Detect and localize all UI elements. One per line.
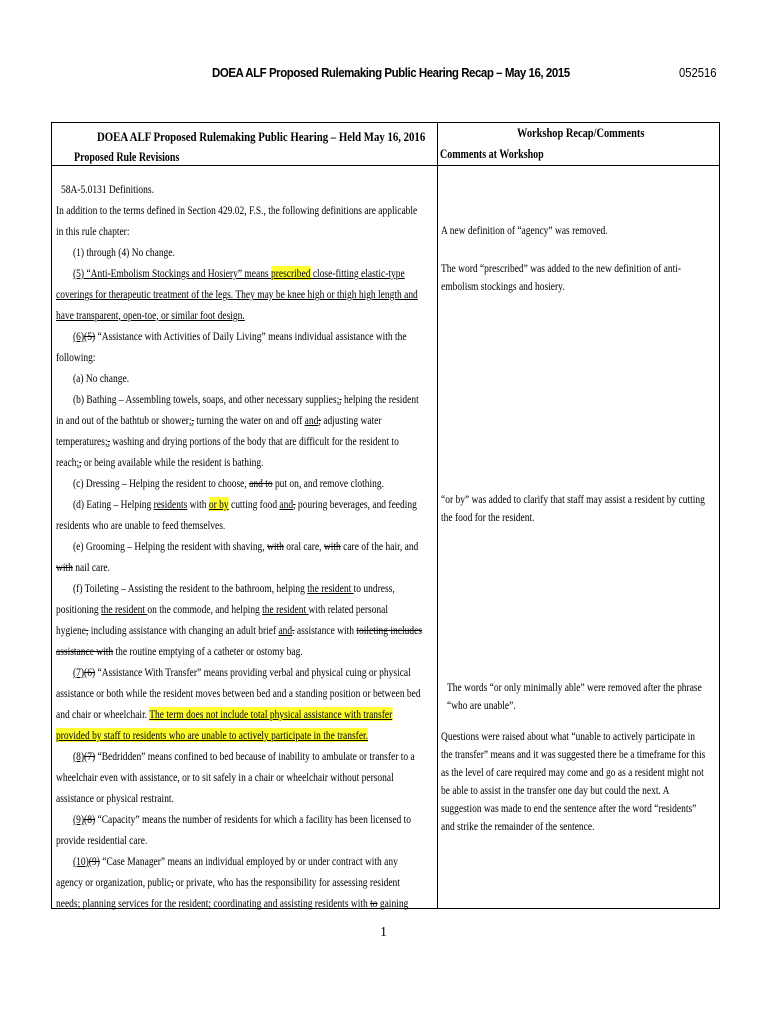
- rule-text-run: ,: [339, 392, 342, 406]
- rule-text-run: or by: [208, 497, 229, 511]
- page-number: 1: [380, 925, 387, 940]
- rule-line: [73, 749, 415, 763]
- rule-text-run: (a) No change.: [73, 371, 130, 385]
- rule-text-run: and: [278, 623, 293, 637]
- rule-text-run: oral care,: [283, 539, 324, 553]
- rule-text-run: “Bedridden” means confined to bed because of inability to ambulate or transfer to a: [95, 749, 415, 763]
- rule-line: [56, 707, 392, 721]
- rule-text-run: ,: [293, 497, 296, 511]
- rule-text-run: (d) Eating – Helping: [73, 497, 154, 511]
- rule-text-run: washing and drying portions of the body that are difficult for the resident to: [109, 434, 399, 448]
- rule-text-run: and remove clothing.: [301, 476, 384, 490]
- rule-text-run: In addition to the terms defined in Section 429.02, F.S., the following definitions are applicable: [56, 203, 418, 217]
- rule-text-run: ,: [171, 875, 174, 889]
- rule-text-run: coverings for therapeutic treatment of the legs. They may be knee high or thigh high length and: [56, 287, 418, 301]
- rule-line: [73, 665, 411, 679]
- rule-text-run: to: [370, 896, 378, 910]
- comment-line: A new definition of “agency” was removed.: [441, 223, 608, 237]
- rule-text-run: and chair or wheelchair.: [56, 707, 150, 721]
- comment-line: The words “or only minimally able” were removed after the phrase: [447, 680, 702, 694]
- rule-text-run: including assistance with changing an adult brief: [88, 623, 279, 637]
- rule-text-run: assistance or physical restraint.: [56, 791, 174, 805]
- rule-text-run: with: [56, 560, 73, 574]
- rule-text-run: close-fitting elastic-type: [310, 266, 405, 280]
- rule-text-run: with related personal: [308, 602, 389, 616]
- rule-line: [56, 770, 394, 784]
- rule-line: [56, 203, 417, 217]
- document-code: 052516: [679, 66, 717, 80]
- rule-line: [73, 497, 417, 511]
- rule-line: [56, 350, 96, 364]
- rule-text-run: (1) through (4) No change.: [73, 245, 175, 259]
- rule-text-run: provided by staff to residents who are unable to actively participate in the transfer.: [56, 728, 369, 742]
- rule-text-run: (9): [88, 854, 100, 868]
- rule-line: [73, 854, 398, 868]
- rule-line: [73, 371, 129, 385]
- rule-text-run: “Capacity” means the number of residents for which a facility has been licensed to: [95, 812, 412, 826]
- rule-text-run: “Assistance with Activities of Daily Living” means individual assistance with the: [95, 329, 407, 343]
- rule-text-run: and to: [249, 476, 273, 490]
- column-divider: [437, 123, 438, 908]
- rule-text-run: residents: [153, 497, 188, 511]
- rule-line: [56, 518, 225, 532]
- rule-line: [56, 644, 303, 658]
- rule-text-run: care of the hair, and: [340, 539, 419, 553]
- rule-text-run: nail care.: [72, 560, 110, 574]
- rule-text-run: hygiene: [56, 623, 87, 637]
- rule-text-run: toileting includes: [356, 623, 422, 637]
- comment-line: the food for the resident.: [441, 510, 535, 524]
- rule-text-run: (10): [73, 854, 89, 868]
- rule-text-run: positioning: [56, 602, 102, 616]
- rule-text-run: (e) Grooming – Helping the resident with shaving,: [73, 539, 268, 553]
- comment-line: and strike the remainder of the sentence.: [441, 819, 595, 833]
- rule-text-run: for the resident: [151, 896, 209, 910]
- rule-line: [73, 329, 407, 343]
- rule-text-run: assistance with: [56, 644, 114, 658]
- rule-text-run: helping the resident: [341, 392, 419, 406]
- rule-text-run: 58A-5.0131 Definitions.: [61, 182, 154, 196]
- comment-line: be able to assist in the transfer one day but could the next. A: [441, 783, 670, 797]
- rule-text-run: and: [279, 497, 294, 511]
- rule-text-run: or private, who has the responsibility for assessing resident: [173, 875, 400, 889]
- rule-text-run: ;: [104, 434, 108, 448]
- rule-text-run: with: [350, 896, 368, 910]
- rule-text-run: ,: [79, 455, 82, 469]
- comment-line: “who are unable”.: [447, 698, 516, 712]
- rule-line: [56, 602, 388, 616]
- rule-text-run: and: [304, 413, 319, 427]
- rule-text-run: (f) Toileting – Assisting the resident to the bathroom, helping: [73, 581, 308, 595]
- rule-text-run: the resident: [262, 602, 309, 616]
- right-column-heading: Workshop Recap/Comments: [517, 125, 645, 140]
- rule-text-run: (5): [84, 329, 96, 343]
- rule-text-run: (6): [84, 665, 96, 679]
- rule-text-run: with: [323, 539, 341, 553]
- comment-line: as the level of care required may come and go as a resident might not: [441, 765, 704, 779]
- comment-line: Questions were raised about what “unable to actively participate in: [441, 729, 696, 743]
- rule-text-run: put on: [272, 476, 299, 490]
- rule-text-run: pouring beverages, and feeding: [295, 497, 417, 511]
- rule-text-run: gaining: [379, 896, 409, 910]
- comment-line: “or by” was added to clarify that staff may assist a resident by cutting: [441, 492, 705, 506]
- rule-line: [56, 413, 382, 427]
- rule-text-run: ; coordinating and assisting residents: [208, 896, 351, 910]
- rule-text-run: (c) Dressing – Helping the resident to choose,: [73, 476, 250, 490]
- rule-text-run: assistance or both while the resident moves between bed and a standing position or between bed: [56, 686, 421, 700]
- comment-line: suggestion was made to end the sentence after the word “residents”: [441, 801, 697, 815]
- rule-text-run: in and out of the bathtub or shower: [56, 413, 189, 427]
- rule-text-run: “Case Manager” means an individual employed by or under contract with any: [99, 854, 398, 868]
- rule-line: [56, 434, 399, 448]
- rule-text-run: (9): [73, 812, 85, 826]
- rule-text-run: provide residential care.: [56, 833, 148, 847]
- rule-line: [73, 812, 411, 826]
- rule-text-run: ,: [298, 476, 302, 490]
- left-column-subheading: Proposed Rule Revisions: [74, 150, 180, 164]
- rule-line: [73, 392, 419, 406]
- rule-text-run: (8): [73, 749, 85, 763]
- document-title: DOEA ALF Proposed Rulemaking Public Hearing Recap – May 16, 2015: [212, 66, 570, 80]
- rule-text-run: the resident: [307, 581, 354, 595]
- rule-text-run: (7): [84, 749, 96, 763]
- rule-text-run: “Assistance With Transfer” means providing verbal and physical cuing or physical: [95, 665, 411, 679]
- rule-text-run: prescribed: [270, 266, 311, 280]
- rule-text-run: ,: [107, 434, 110, 448]
- rule-text-run: ;: [188, 413, 192, 427]
- rule-line: [56, 833, 147, 847]
- rule-line: [73, 476, 384, 490]
- rule-text-run: with: [187, 497, 209, 511]
- rule-line: [73, 266, 405, 280]
- left-column-heading: DOEA ALF Proposed Rulemaking Public Hearing – Held May 16, 2016: [97, 129, 426, 144]
- rule-text-run: (5) “Anti-Embolism Stockings and Hosiery” means: [73, 266, 271, 280]
- rule-line: [56, 875, 400, 889]
- rule-text-run: needs; planning services: [56, 896, 152, 910]
- rule-text-run: reach: [56, 455, 77, 469]
- rule-text-run: following:: [56, 350, 96, 364]
- header-divider: [52, 165, 719, 166]
- rule-text-run: in this rule chapter:: [56, 224, 130, 238]
- rule-text-run: wheelchair even with assistance, or to sit safely in a chair or wheelchair without personal: [56, 770, 394, 784]
- comment-line: embolism stockings and hosiery.: [441, 279, 565, 293]
- rule-text-run: on the commode, and helping: [147, 602, 263, 616]
- right-column-subheading: Comments at Workshop: [440, 147, 544, 161]
- rule-line: [56, 455, 263, 469]
- rule-text-run: have transparent, open-toe, or similar foot design.: [56, 308, 245, 322]
- rule-text-run: ,: [86, 623, 89, 637]
- rule-text-run: temperatures: [56, 434, 105, 448]
- rule-line: [56, 791, 174, 805]
- rule-text-run: the routine emptying of a catheter or ostomy bag.: [113, 644, 303, 658]
- rule-text-run: turning the water on and off: [193, 413, 305, 427]
- rule-line: [56, 623, 422, 637]
- rule-text-run: ;: [318, 413, 321, 427]
- rule-text-run: (b) Bathing – Assembling towels, soaps, and other necessary supplies: [73, 392, 337, 406]
- rule-line: [73, 245, 175, 259]
- rule-line: [61, 182, 154, 196]
- rule-text-run: (6): [73, 329, 85, 343]
- rule-text-run: residents who are unable to feed themselves.: [56, 518, 226, 532]
- rule-text-run: cutting food: [228, 497, 280, 511]
- rule-text-run: (7): [73, 665, 85, 679]
- rule-line: [56, 224, 129, 238]
- rule-text-run: .: [292, 623, 295, 637]
- rule-text-run: adjusting water: [320, 413, 382, 427]
- rule-line: [56, 686, 421, 700]
- rule-line: [56, 728, 368, 742]
- rule-text-run: with: [267, 539, 284, 553]
- rule-line: [73, 581, 395, 595]
- rule-line: [56, 896, 408, 910]
- comment-line: the transfer” means and it was suggested there be a timeframe for this: [441, 747, 706, 761]
- rule-line: [56, 287, 418, 301]
- comment-line: The word “prescribed” was added to the new definition of anti-: [441, 261, 682, 275]
- rule-text-run: the resident: [101, 602, 148, 616]
- rule-text-run: ;: [336, 392, 340, 406]
- rule-text-run: or being available while the resident is bathing.: [81, 455, 264, 469]
- rule-line: [56, 560, 110, 574]
- rule-line: [56, 308, 245, 322]
- rule-text-run: ;: [76, 455, 80, 469]
- rule-text-run: to undress,: [353, 581, 395, 595]
- rule-text-run: assistance with: [294, 623, 357, 637]
- rule-text-run: (8): [84, 812, 96, 826]
- rule-line: [73, 539, 418, 553]
- rule-text-run: agency or organization, public: [56, 875, 172, 889]
- rule-text-run: ,: [191, 413, 194, 427]
- rule-text-run: The term does not include total physical assistance with transfer: [149, 707, 393, 721]
